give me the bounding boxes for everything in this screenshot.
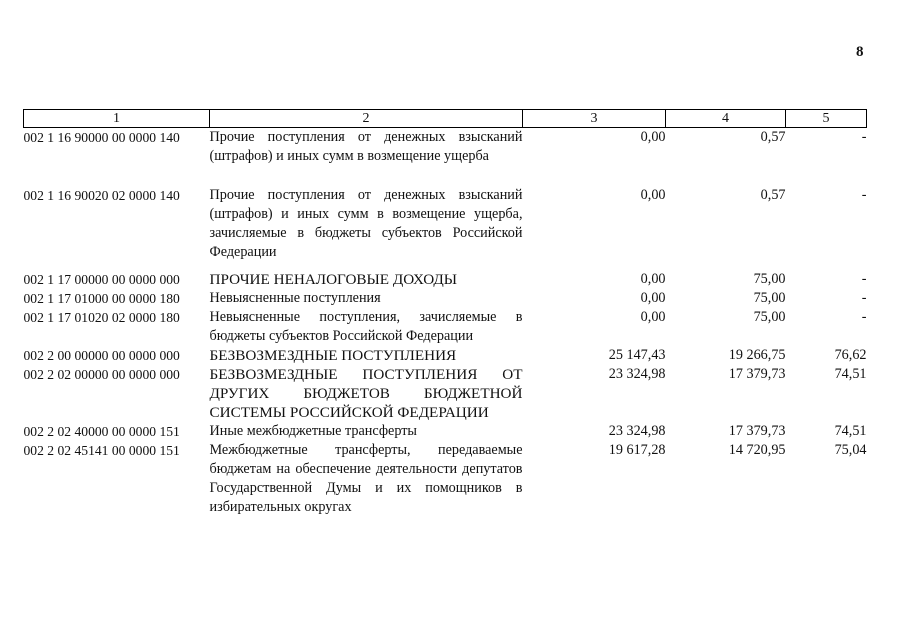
column-header-3: 3 (523, 110, 666, 128)
row-value-col4: 0,57 (760, 129, 786, 145)
row-name: Прочие поступления от денежных взысканий (штрафов) и иных сумм в возмещение ущерба, зачисляемые в бюджеты субъектов Российской Федерации (209, 187, 523, 260)
row-value-col3: 23 324,98 (608, 366, 666, 382)
row-name: Межбюджетные трансферты, передаваемые бюджетам на обеспечение деятельности депутатов Государственной Думы и их помощников в избирательных округах (209, 442, 523, 515)
row-value-col5: 75,04 (834, 442, 867, 458)
table-row (24, 128, 867, 167)
row-value-col5: 76,62 (834, 347, 867, 363)
row-value-col5: - (861, 271, 867, 287)
row-value-col5: 74,51 (834, 423, 867, 439)
row-value-col3: 0,00 (640, 309, 666, 325)
row-value-col3: 0,00 (640, 129, 666, 145)
row-name: БЕЗВОЗМЕЗДНЫЕ ПОСТУПЛЕНИЯ (209, 347, 457, 364)
row-code: 002 2 02 45141 00 0000 151 (23, 443, 180, 458)
row-value-col3: 19 617,28 (608, 442, 666, 458)
table-row (24, 365, 867, 422)
row-value-col4: 0,57 (760, 187, 786, 203)
row-value-col3: 0,00 (640, 187, 666, 203)
table-row (24, 186, 867, 262)
row-code: 002 1 17 01020 02 0000 180 (23, 310, 180, 325)
table-row (24, 422, 867, 441)
table-row (24, 308, 867, 346)
table-row (24, 346, 867, 365)
row-value-col3: 0,00 (640, 271, 666, 287)
row-value-col5: - (861, 290, 867, 306)
row-value-col5: 74,51 (834, 366, 867, 382)
row-value-col3: 0,00 (640, 290, 666, 306)
row-code: 002 2 02 40000 00 0000 151 (23, 424, 180, 439)
row-value-col4: 14 720,95 (728, 442, 786, 458)
row-value-col3: 23 324,98 (608, 423, 666, 439)
row-value-col4: 17 379,73 (728, 366, 786, 382)
row-value-col4: 19 266,75 (728, 347, 786, 363)
row-spacer (24, 262, 867, 270)
table-row (24, 441, 867, 517)
row-value-col4: 75,00 (753, 271, 786, 287)
table-row (24, 270, 867, 289)
row-name: БЕЗВОЗМЕЗДНЫЕ ПОСТУПЛЕНИЯ ОТ ДРУГИХ БЮДЖЕТОВ БЮДЖЕТНОЙ СИСТЕМЫ РОССИЙСКОЙ ФЕДЕРАЦИИ (209, 366, 523, 421)
row-name: Невыясненные поступления (209, 290, 381, 306)
row-code: 002 1 16 90020 02 0000 140 (23, 188, 180, 203)
row-name: Прочие поступления от денежных взысканий (штрафов) и иных сумм в возмещение ущерба (209, 129, 523, 164)
row-name: Невыясненные поступления, зачисляемые в бюджеты субъектов Российской Федерации (209, 309, 523, 344)
row-code: 002 1 16 90000 00 0000 140 (23, 130, 180, 145)
row-value-col3: 25 147,43 (608, 347, 666, 363)
row-code: 002 1 17 00000 00 0000 000 (23, 272, 180, 287)
row-value-col5: - (861, 187, 867, 203)
row-value-col4: 75,00 (753, 309, 786, 325)
row-code: 002 2 02 00000 00 0000 000 (23, 367, 180, 382)
page-number: 8 (856, 44, 864, 60)
row-value-col5: - (861, 309, 867, 325)
header-row (24, 110, 867, 128)
table-row (24, 289, 867, 308)
column-header-4: 4 (666, 110, 786, 128)
row-code: 002 1 17 01000 00 0000 180 (23, 291, 180, 306)
column-header-1: 1 (24, 110, 210, 128)
column-header-5: 5 (786, 110, 867, 128)
budget-table (23, 109, 867, 517)
row-code: 002 2 00 00000 00 0000 000 (23, 348, 180, 363)
row-value-col4: 75,00 (753, 290, 786, 306)
row-name: ПРОЧИЕ НЕНАЛОГОВЫЕ ДОХОДЫ (209, 271, 458, 288)
row-name: Иные межбюджетные трансферты (209, 423, 417, 439)
column-header-2: 2 (210, 110, 523, 128)
row-spacer (24, 166, 867, 186)
row-value-col4: 17 379,73 (728, 423, 786, 439)
row-value-col5: - (861, 129, 867, 145)
